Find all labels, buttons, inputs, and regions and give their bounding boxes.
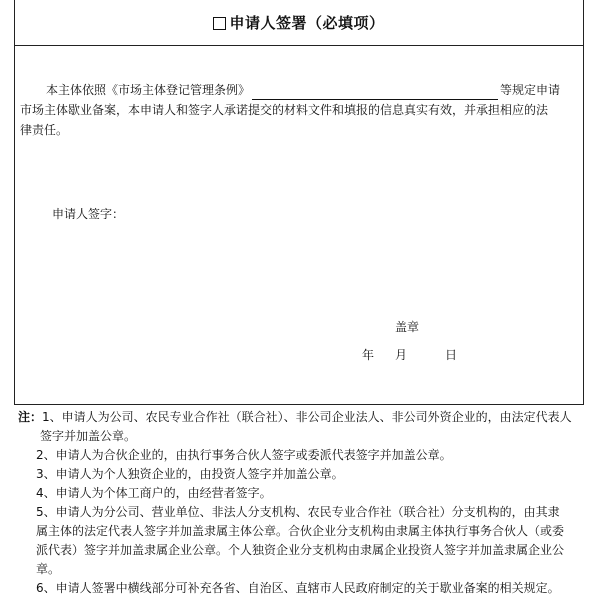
notes-heading: 注： [18, 410, 43, 424]
commitment-statement [20, 80, 580, 140]
form-title: 申请人签署（必填项） [229, 14, 385, 32]
statement-line2: 市场主体歇业备案，本申请人和签字人承诺提交的材料文件和填报的信息真实有效，并承担相应的法 [20, 103, 549, 117]
date-day: 日 [445, 348, 458, 362]
note-5-line3: 派代表）签字并加盖隶属企业公章。个人独资企业分支机构由隶属企业投资人签字并加盖隶属企业公 [36, 543, 565, 557]
note-item-4: 4、申请人为个体工商户的，由经营者签字。 [36, 486, 272, 500]
notes-section [18, 408, 594, 598]
note-5-line1: 5、申请人为分公司、营业单位、非法人分支机构、农民专业合作社（联合社）分支机构的，由其隶 [36, 505, 560, 519]
note-item-3: 3、申请人为个人独资企业的，由投资人签字并加盖公章。 [36, 467, 344, 481]
date-row [362, 346, 457, 363]
statement-line3: 律责任。 [20, 123, 69, 137]
form-title-row [15, 0, 583, 46]
note-5-line2: 属主体的法定代表人签字并加盖隶属主体公章。合伙企业分支机构由隶属主体执行事务合伙人（或委 [36, 524, 565, 538]
signature-form [14, 0, 584, 405]
note-1-line1: 1、申请人为公司、农民专业合作社（联合社）、非公司企业法人、非公司外资企业的，由法定代表人 [42, 410, 572, 424]
statement-line1-pre: 本主体依照《市场主体登记管理条例》 [46, 83, 251, 97]
note-item-6: 6、申请人签署中横线部分可补充各省、自治区、直辖市人民政府制定的关于歇业备案的相关规定。 [36, 581, 560, 595]
regulation-blank-field[interactable] [252, 85, 498, 100]
note-5-line4: 章。 [36, 562, 61, 576]
date-year: 年 [362, 348, 375, 362]
statement-line1-post: 等规定申请 [500, 83, 561, 97]
signature-label: 申请人签字： [52, 207, 125, 221]
required-checkbox[interactable] [213, 17, 226, 30]
date-month: 月 [395, 348, 408, 362]
seal-label: 盖章 [395, 320, 420, 334]
note-item-2: 2、申请人为合伙企业的，由执行事务合伙人签字或委派代表签字并加盖公章。 [36, 448, 452, 462]
note-item-1 [18, 408, 594, 427]
note-1-line2: 签字并加盖公章。 [40, 429, 137, 443]
